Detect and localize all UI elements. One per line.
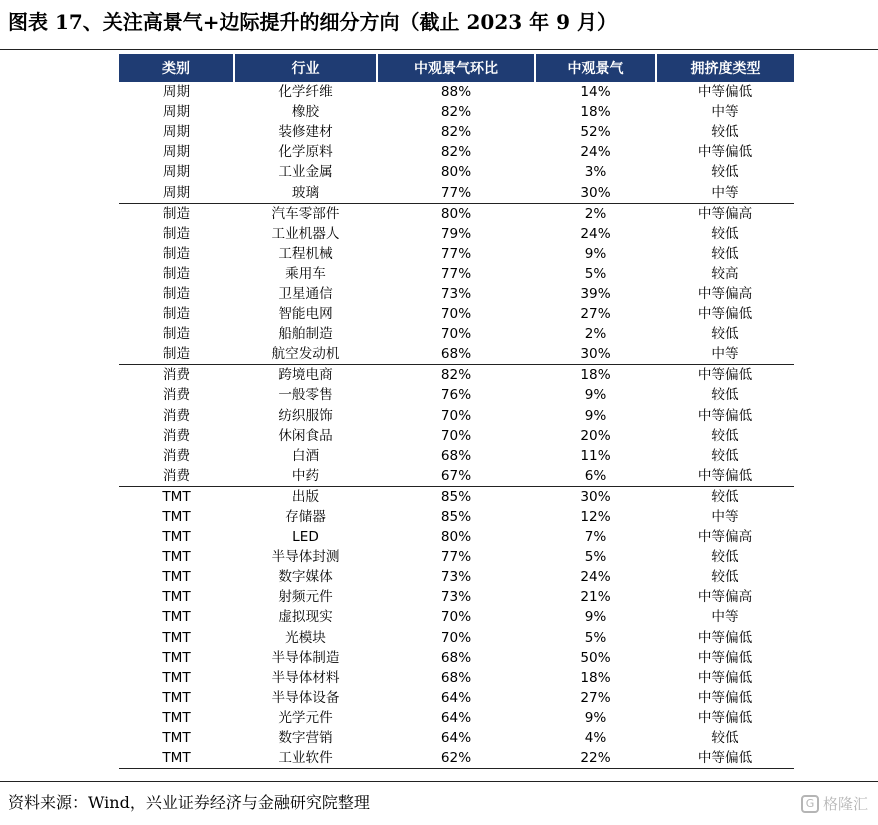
cell-mom-change: 68% (440, 649, 472, 666)
cell-category: TMT (162, 689, 191, 706)
cell-industry: 乘用车 (285, 265, 326, 282)
cell-prosperity: 30% (580, 184, 611, 201)
table-row (119, 102, 794, 122)
cell-industry: 半导体封测 (271, 549, 340, 566)
cell-mom-change: 64% (440, 689, 472, 706)
source-rule (0, 781, 878, 782)
cell-category: 周期 (162, 124, 191, 141)
cell-crowding-type: 较低 (711, 549, 739, 566)
cell-crowding-type: 中等 (711, 509, 739, 526)
cell-crowding-type: 中等偏低 (697, 467, 753, 484)
cell-industry: 汽车零部件 (234, 203, 377, 224)
cell-prosperity: 5% (584, 629, 607, 646)
cell-industry: 装修建材 (278, 124, 333, 141)
cell-mom-change: 88% (440, 84, 472, 101)
cell-category: 制造 (162, 225, 191, 242)
cell-prosperity: 22% (535, 748, 656, 769)
cell-mom-change: 67% (440, 467, 472, 484)
cell-prosperity: 6% (584, 467, 607, 484)
cell-industry: 船舶制造 (278, 326, 333, 343)
data-table (119, 54, 794, 769)
table-row (119, 486, 794, 507)
cell-prosperity: 5% (584, 549, 607, 566)
cell-mom-change: 80% (440, 529, 472, 546)
cell-industry: 玻璃 (291, 184, 320, 201)
cell-mom-change: 85% (377, 486, 535, 507)
cell-category: 制造 (162, 306, 191, 323)
table-row (119, 82, 794, 102)
table-row (119, 142, 794, 162)
cell-prosperity: 14% (580, 84, 611, 101)
cell-category: TMT (162, 669, 191, 686)
header-prosperity: 中观景气 (535, 54, 656, 82)
cell-prosperity: 24% (580, 144, 611, 161)
table-row (119, 344, 794, 365)
cell-category: 制造 (162, 326, 191, 343)
cell-crowding-type: 较低 (711, 427, 739, 444)
cell-category: TMT (162, 629, 191, 646)
cell-crowding-type: 较低 (656, 486, 794, 507)
cell-category: 制造 (162, 285, 191, 302)
cell-crowding-type: 中等偏低 (697, 84, 753, 101)
cell-mom-change: 82% (440, 124, 472, 141)
table-row (119, 527, 794, 547)
table-row (119, 708, 794, 728)
cell-prosperity: 20% (580, 427, 611, 444)
cell-industry: 工业金属 (278, 164, 333, 181)
cell-prosperity: 18% (580, 669, 611, 686)
cell-mom-change: 70% (440, 326, 472, 343)
cell-prosperity: 30% (580, 346, 611, 363)
cell-industry: 数字营销 (278, 730, 333, 747)
cell-category: 制造 (162, 245, 191, 262)
cell-mom-change: 79% (440, 225, 472, 242)
cell-category: TMT (162, 649, 191, 666)
table-row (119, 628, 794, 648)
table-row (119, 728, 794, 748)
cell-mom-change: 68% (440, 669, 472, 686)
cell-category: 制造 (162, 265, 191, 282)
cell-industry: 智能电网 (278, 306, 333, 323)
cell-category: TMT (162, 589, 191, 606)
cell-prosperity: 9% (584, 609, 607, 626)
table-row (119, 304, 794, 324)
table-row (119, 648, 794, 668)
cell-mom-change: 80% (440, 164, 472, 181)
cell-prosperity: 24% (580, 569, 611, 586)
cell-category: 周期 (162, 144, 191, 161)
table-row (119, 224, 794, 244)
cell-category: TMT (162, 509, 191, 526)
cell-crowding-type: 中等偏低 (697, 629, 753, 646)
cell-category: 周期 (162, 104, 191, 121)
table-row (119, 668, 794, 688)
cell-crowding-type: 较低 (711, 124, 739, 141)
cell-industry: 工业机器人 (271, 225, 340, 242)
watermark-text: 格隆汇 (822, 795, 868, 813)
table-row (119, 385, 794, 405)
cell-mom-change: 70% (440, 306, 472, 323)
cell-crowding-type: 较低 (711, 245, 739, 262)
cell-industry: 跨境电商 (234, 365, 377, 386)
table-row (119, 324, 794, 344)
header-mom-change: 中观景气环比 (377, 54, 535, 82)
cell-prosperity: 30% (535, 486, 656, 507)
cell-category: 消费 (119, 365, 234, 386)
cell-industry: 工业软件 (234, 748, 377, 769)
table-row (119, 567, 794, 587)
cell-crowding-type: 较高 (711, 265, 739, 282)
cell-industry: 光学元件 (278, 709, 333, 726)
table-row (119, 688, 794, 708)
cell-prosperity: 18% (535, 365, 656, 386)
cell-prosperity: 27% (580, 306, 611, 323)
cell-prosperity: 3% (584, 164, 607, 181)
cell-mom-change: 73% (440, 589, 472, 606)
cell-mom-change: 77% (440, 549, 472, 566)
table-row (119, 122, 794, 142)
cell-industry: 光模块 (285, 629, 326, 646)
cell-mom-change: 70% (440, 609, 472, 626)
cell-mom-change: 73% (440, 569, 472, 586)
cell-crowding-type: 较低 (711, 447, 739, 464)
cell-category: TMT (162, 569, 191, 586)
cell-prosperity: 21% (580, 589, 611, 606)
cell-crowding-type: 中等 (711, 184, 739, 201)
cell-category: TMT (162, 709, 191, 726)
cell-industry: 存储器 (285, 509, 326, 526)
cell-industry: 工程机械 (278, 245, 333, 262)
cell-mom-change: 85% (440, 509, 472, 526)
table-row (119, 507, 794, 527)
cell-industry: 卫星通信 (278, 285, 333, 302)
cell-industry: 出版 (234, 486, 377, 507)
cell-prosperity: 52% (580, 124, 611, 141)
cell-industry: 化学原料 (278, 144, 333, 161)
table-row (119, 547, 794, 567)
table-row (119, 446, 794, 466)
cell-industry: 数字媒体 (278, 569, 333, 586)
cell-industry: 中药 (291, 467, 320, 484)
cell-industry: 一般零售 (278, 387, 333, 404)
cell-mom-change: 68% (440, 447, 472, 464)
watermark (801, 793, 868, 814)
cell-mom-change: 70% (440, 629, 472, 646)
cell-mom-change: 73% (440, 285, 472, 302)
cell-category: TMT (119, 748, 234, 769)
cell-prosperity: 5% (584, 265, 607, 282)
figure-title: 图表 17、关注高景气+边际提升的细分方向（截止 2023 年 9 月） (8, 10, 617, 34)
cell-crowding-type: 中等偏低 (697, 306, 753, 323)
cell-prosperity: 24% (580, 225, 611, 242)
table-row (119, 244, 794, 264)
cell-industry: 纺织服饰 (278, 407, 333, 424)
cell-category: TMT (162, 730, 191, 747)
cell-crowding-type: 中等 (711, 609, 739, 626)
table-row (119, 466, 794, 487)
cell-industry: 橡胶 (291, 104, 320, 121)
cell-mom-change: 77% (440, 245, 472, 262)
cell-category: 消费 (162, 427, 191, 444)
cell-industry: 半导体材料 (271, 669, 340, 686)
cell-crowding-type: 中等偏低 (697, 144, 753, 161)
cell-category: 消费 (162, 467, 191, 484)
cell-crowding-type: 较低 (711, 730, 739, 747)
cell-prosperity: 4% (584, 730, 607, 747)
cell-industry: 休闲食品 (278, 427, 333, 444)
table-row (119, 748, 794, 769)
table-body (119, 82, 794, 769)
cell-category: 消费 (162, 387, 191, 404)
cell-mom-change: 82% (377, 365, 535, 386)
cell-crowding-type: 中等偏高 (697, 529, 753, 546)
cell-mom-change: 80% (377, 203, 535, 224)
cell-mom-change: 68% (440, 346, 472, 363)
cell-mom-change: 77% (440, 184, 472, 201)
cell-industry: 虚拟现实 (278, 609, 333, 626)
cell-crowding-type: 较低 (711, 164, 739, 181)
cell-category: TMT (162, 609, 191, 626)
cell-category: 消费 (162, 447, 191, 464)
table-row (119, 426, 794, 446)
cell-category: 消费 (162, 407, 191, 424)
cell-mom-change: 76% (440, 387, 472, 404)
cell-prosperity: 9% (584, 387, 607, 404)
cell-prosperity: 2% (535, 203, 656, 224)
cell-mom-change: 64% (440, 709, 472, 726)
cell-industry: 半导体制造 (271, 649, 340, 666)
cell-category: 制造 (162, 346, 191, 363)
table-row (119, 607, 794, 627)
cell-industry: 化学纤维 (278, 84, 333, 101)
cell-mom-change: 82% (440, 144, 472, 161)
cell-mom-change: 64% (440, 730, 472, 747)
cell-prosperity: 11% (580, 447, 611, 464)
cell-prosperity: 18% (580, 104, 611, 121)
table-row (119, 365, 794, 386)
cell-crowding-type: 中等偏低 (656, 748, 794, 769)
table-row (119, 587, 794, 607)
header-industry: 行业 (234, 54, 377, 82)
table-row (119, 284, 794, 304)
cell-crowding-type: 中等 (711, 104, 739, 121)
cell-category: TMT (162, 549, 191, 566)
cell-crowding-type: 较低 (711, 326, 739, 343)
cell-crowding-type: 较低 (711, 569, 739, 586)
cell-prosperity: 9% (584, 407, 607, 424)
cell-crowding-type: 较低 (711, 387, 739, 404)
cell-mom-change: 70% (440, 407, 472, 424)
cell-mom-change: 82% (440, 104, 472, 121)
cell-crowding-type: 中等偏低 (697, 689, 753, 706)
header-crowding-type: 拥挤度类型 (656, 54, 794, 82)
cell-crowding-type: 中等偏高 (697, 589, 753, 606)
cell-crowding-type: 中等 (711, 346, 739, 363)
cell-crowding-type: 中等偏低 (697, 649, 753, 666)
cell-mom-change: 62% (377, 748, 535, 769)
cell-crowding-type: 中等偏低 (656, 365, 794, 386)
cell-prosperity: 9% (584, 709, 607, 726)
title-rule (0, 49, 878, 50)
table-row (119, 406, 794, 426)
table-row (119, 264, 794, 284)
cell-crowding-type: 中等偏高 (697, 285, 753, 302)
table-row (119, 182, 794, 203)
cell-category: 制造 (119, 203, 234, 224)
cell-industry: LED (292, 529, 319, 546)
cell-industry: 航空发动机 (271, 346, 340, 363)
cell-industry: 白酒 (291, 447, 320, 464)
cell-mom-change: 77% (440, 265, 472, 282)
cell-prosperity: 9% (584, 245, 607, 262)
cell-prosperity: 12% (580, 509, 611, 526)
cell-crowding-type: 中等偏低 (697, 709, 753, 726)
cell-prosperity: 27% (580, 689, 611, 706)
cell-prosperity: 39% (580, 285, 611, 302)
g-logo-icon: G (801, 795, 819, 813)
table-row (119, 162, 794, 182)
cell-crowding-type: 中等偏低 (697, 669, 753, 686)
cell-crowding-type: 中等偏低 (697, 407, 753, 424)
cell-prosperity: 2% (584, 326, 607, 343)
cell-category: TMT (119, 486, 234, 507)
cell-category: TMT (162, 529, 191, 546)
table-header-row (119, 54, 794, 82)
cell-industry: 射频元件 (278, 589, 333, 606)
cell-prosperity: 50% (580, 649, 611, 666)
table-row (119, 203, 794, 224)
cell-crowding-type: 中等偏高 (656, 203, 794, 224)
source-note: 资料来源：Wind，兴业证券经济与金融研究院整理 (8, 793, 370, 812)
cell-category: 周期 (162, 184, 191, 201)
header-category: 类别 (119, 54, 234, 82)
cell-crowding-type: 较低 (711, 225, 739, 242)
cell-category: 周期 (162, 84, 191, 101)
cell-category: 周期 (162, 164, 191, 181)
cell-mom-change: 70% (440, 427, 472, 444)
cell-prosperity: 7% (584, 529, 607, 546)
cell-industry: 半导体设备 (271, 689, 340, 706)
